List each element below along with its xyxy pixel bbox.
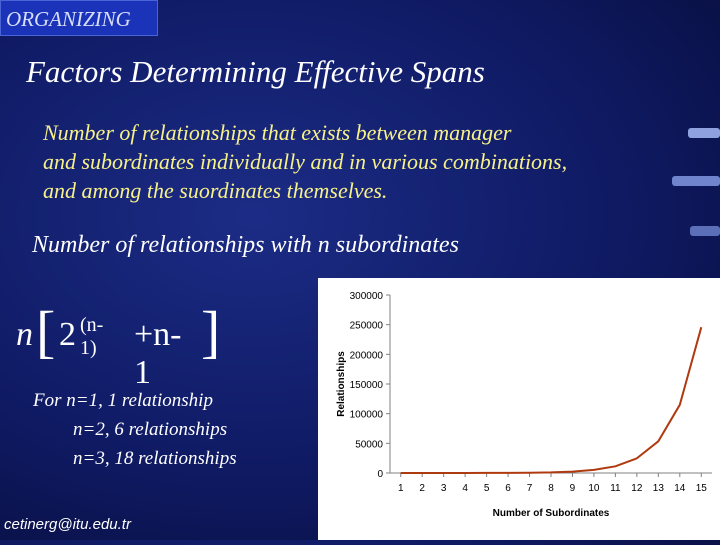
formula-n: n xyxy=(16,316,33,353)
section-tag: ORGANIZING xyxy=(0,0,158,36)
example-line: n=3, 18 relationships xyxy=(73,448,237,469)
formula-left-bracket: [ xyxy=(36,299,56,364)
x-tick-label: 8 xyxy=(548,483,554,494)
y-tick-label: 200000 xyxy=(349,350,383,362)
x-tick-label: 2 xyxy=(419,483,425,494)
chart-svg xyxy=(318,278,720,540)
y-tick-label: 50000 xyxy=(355,439,383,451)
x-tick-label: 11 xyxy=(610,483,621,494)
x-tick-label: 12 xyxy=(631,483,643,494)
x-tick-label: 1 xyxy=(397,483,404,494)
x-axis-label: Number of Subordinates xyxy=(492,508,610,519)
formula-base: 2 xyxy=(59,316,76,353)
description xyxy=(43,118,720,205)
description-line: Number of relationships that exists between manager xyxy=(43,120,512,145)
x-tick-label: 3 xyxy=(440,483,447,494)
x-tick-label: 6 xyxy=(505,483,511,494)
x-tick-label: 7 xyxy=(526,483,533,494)
y-tick-label: 300000 xyxy=(349,291,383,302)
decor-stripe xyxy=(690,226,720,236)
examples xyxy=(33,386,237,473)
description-line: and among the suordinates themselves. xyxy=(43,178,388,203)
x-tick-label: 13 xyxy=(652,483,664,494)
x-tick-label: 15 xyxy=(695,483,707,494)
x-tick-label: 14 xyxy=(674,483,686,494)
series-line xyxy=(401,327,702,473)
relationships-chart xyxy=(318,278,720,540)
formula-exponent: (n-1) xyxy=(80,314,104,359)
formula-rest: +n-1 xyxy=(134,316,182,391)
slide-title: Factors Determining Effective Spans xyxy=(26,54,485,89)
x-tick-label: 5 xyxy=(483,483,490,494)
formula-right-bracket: ] xyxy=(201,299,221,364)
x-tick-label: 4 xyxy=(462,483,468,494)
y-tick-label: 0 xyxy=(377,469,383,480)
y-axis-label: Relationships xyxy=(336,351,347,417)
y-tick-label: 150000 xyxy=(349,380,383,391)
y-tick-label: 250000 xyxy=(349,320,383,332)
x-tick-label: 10 xyxy=(588,483,600,494)
subheading: Number of relationships with n subordinates xyxy=(32,232,459,258)
example-line: For n=1, 1 relationship xyxy=(33,390,213,411)
x-tick-label: 9 xyxy=(569,483,576,494)
author-email: cetinerg@itu.edu.tr xyxy=(4,516,131,533)
example-line: n=2, 6 relationships xyxy=(73,419,228,440)
description-line: and subordinates individually and in various combinations, xyxy=(43,149,568,174)
y-tick-label: 100000 xyxy=(349,409,383,421)
